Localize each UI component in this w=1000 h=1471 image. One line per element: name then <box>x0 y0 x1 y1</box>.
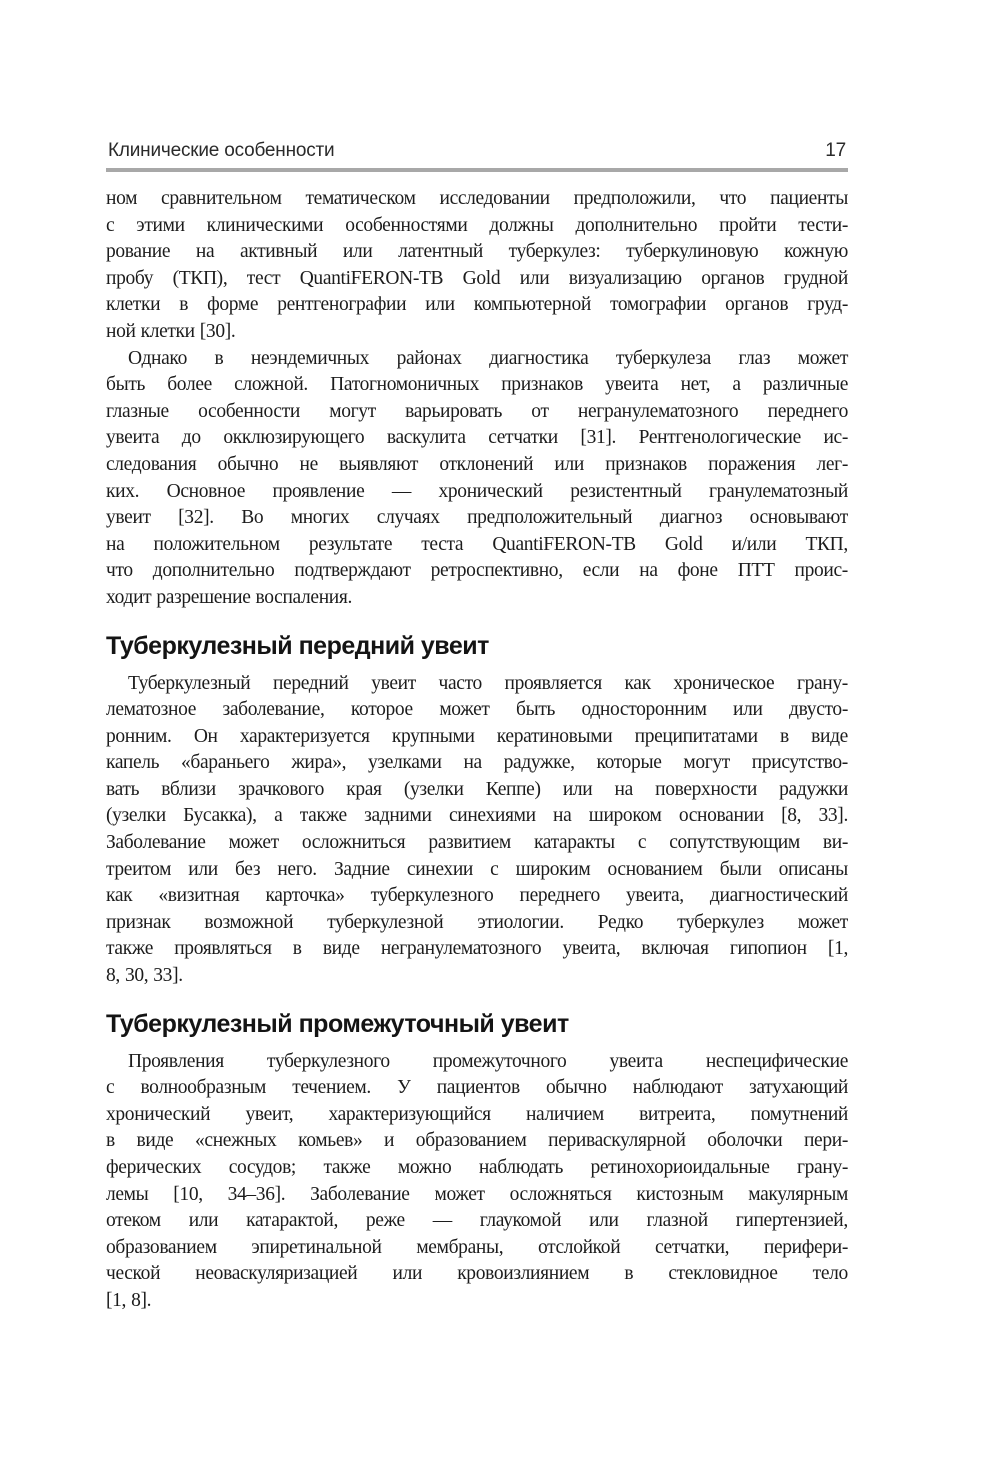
body-paragraph <box>106 671 848 990</box>
text-line: вать вблизи зрачкового края (узелки Кеппе) или на поверхности радужки <box>106 778 848 800</box>
text-line: хронический увеит, характеризующийся наличием витреита, помутнений <box>106 1103 848 1125</box>
body-paragraph <box>106 186 848 346</box>
text-line: увеит [32]. Во многих случаях предположительный диагноз основывают <box>106 507 848 529</box>
text-line: капель «бараньего жира», узелками на радужке, которые могут присутство- <box>106 752 848 774</box>
text-line: также проявляться в виде негранулематозного увеита, включая гипопион [1, <box>106 938 848 960</box>
text-line: Проявления туберкулезного промежуточного увеита неспецифические <box>128 1050 848 1072</box>
running-head-title: Клинические особенности <box>108 140 335 161</box>
section-heading: Туберкулезный передний увеит <box>106 631 489 660</box>
text-line: клетки в форме рентгенографии или компьютерной томографии органов груд- <box>106 294 848 316</box>
text-line: ких. Основное проявление — хронический резистентный гранулематозный <box>106 480 848 502</box>
text-line: ческой неоваскуляризацией или кровоизлиянием в стекловидное тело <box>106 1263 848 1285</box>
text-line: ферических сосудов; также можно наблюдать ретинохориоидальные грану- <box>106 1157 848 1178</box>
text-line: отеком или катарактой, реже — глаукомой или глазной гипертензией, <box>106 1210 848 1232</box>
text-line: на положительном результате теста QuantiFERON-TB Gold и/или ТКП, <box>106 533 848 555</box>
body-paragraph <box>106 1049 848 1315</box>
text-line: ном сравнительном тематическом исследовании предположили, что пациенты <box>106 188 848 209</box>
text-line: 8, 30, 33]. <box>106 965 183 987</box>
text-line: ходит разрешение воспаления. <box>106 586 353 608</box>
section-heading: Туберкулезный промежуточный увеит <box>106 1009 569 1038</box>
header-rule <box>106 168 848 172</box>
text-line: Туберкулезный передний увеит часто проявляется как хроническое грану- <box>128 672 848 694</box>
text-line: что дополнительно подтверждают ретроспективно, если на фоне ПТТ проис- <box>106 560 848 582</box>
text-line: рование на активный или латентный туберкулез: туберкулиновую кожную <box>106 241 848 263</box>
text-line: быть более сложной. Патогномоничных признаков увеита нет, а различные <box>106 374 848 396</box>
page-number: 17 <box>825 140 846 161</box>
text-line: увеита до окклюзирующего васкулита сетчатки [31]. Рентгенологические ис- <box>106 427 848 449</box>
text-line: лемы [10, 34–36]. Заболевание может осложняться кистозным макулярным <box>106 1183 848 1205</box>
text-line: (узелки Бусакка), а также задними синехиями на широком основании [8, 33]. <box>106 805 848 827</box>
running-head <box>106 138 848 164</box>
text-line: [1, 8]. <box>106 1289 152 1311</box>
text-line: с волнообразным течением. У пациентов обычно наблюдают затухающий <box>106 1077 848 1099</box>
text-line: как «визитная карточка» туберкулезного переднего увеита, диагностический <box>106 885 848 907</box>
text-line: Однако в неэндемичных районах диагностика туберкулеза глаз может <box>128 347 848 369</box>
text-line: ронним. Он характеризуется крупными кератиновыми преципитатами в виде <box>106 725 848 747</box>
book-page <box>106 138 848 1315</box>
text-line: с этими клиническими особенностями должны дополнительно пройти тести- <box>106 214 848 236</box>
text-line: Заболевание может осложниться развитием катаракты с сопутствующим ви- <box>106 832 848 854</box>
body-paragraph <box>106 346 848 612</box>
page-body <box>106 186 848 1315</box>
text-line: признак возможной туберкулезной этиологии. Редко туберкулез может <box>106 911 848 933</box>
text-line: треитом или без него. Задние синехии с широким основанием были описаны <box>106 858 848 880</box>
text-line: лематозное заболевание, которое может быть односторонним или двусто- <box>106 699 848 721</box>
text-line: ной клетки [30]. <box>106 320 236 342</box>
text-line: следования обычно не выявляют отклонений или признаков поражения лег- <box>106 453 848 475</box>
text-line: образованием эпиретинальной мембраны, отслойкой сетчатки, перифери- <box>106 1236 848 1258</box>
text-line: глазные особенности могут варьировать от негранулематозного переднего <box>106 400 848 422</box>
text-line: в виде «снежных комьев» и образованием периваскулярной оболочки пери- <box>106 1130 848 1152</box>
text-line: пробу (ТКП), тест QuantiFERON-TB Gold или визуализацию органов грудной <box>106 267 848 289</box>
